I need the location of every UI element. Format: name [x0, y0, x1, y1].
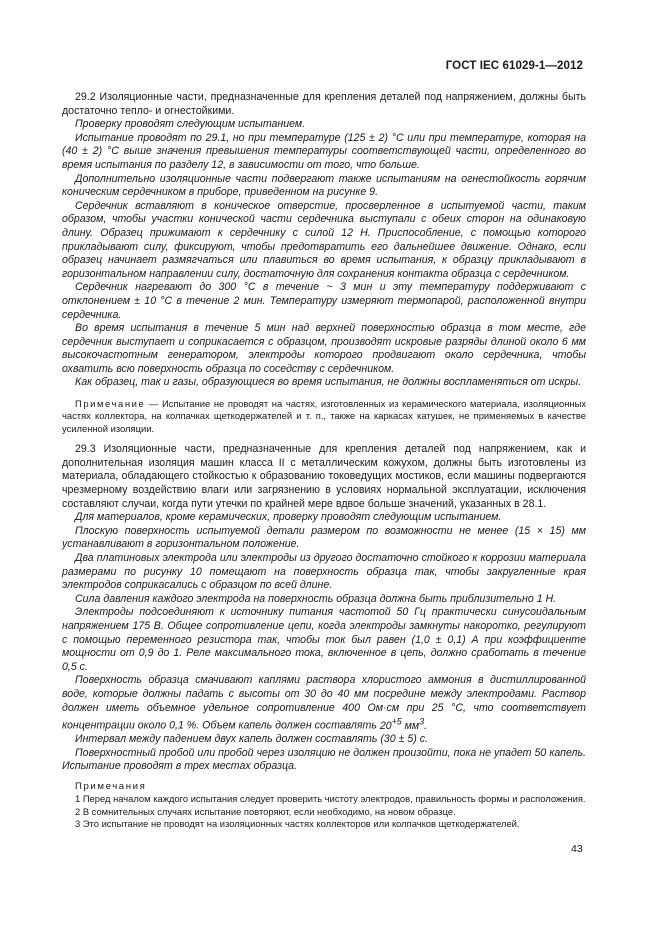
note-2: 2 В сомнительных случаях испытание повторяют, если необходимо, на новом образце. [75, 805, 456, 817]
document-id-header: ГОСТ IEC 61029-1—2012 [445, 60, 583, 72]
electrode-force: Сила давления каждого электрода на поверхность образца должна быть приблизительно 1 Н. [75, 592, 557, 605]
mandrel-heating: Сердечник нагревают до 300 °C в течение ~ 3 мин и эту температуру поддерживают с отклонением ± 10 °C в течение 2 мин. Температуру измеряют термопарой, расположенной внутри сердечника. [62, 281, 586, 321]
drop-volume: $20^{+5}$ $мм^3$. [379, 716, 428, 732]
breakdown-criterion: Поверхностный пробой или пробой через изоляцию не должен произойти, пока не упадет 50 капель. Испытание проводят в трех местах образца. [62, 746, 586, 773]
mandrel-insertion: Сердечник вставляют в коническое отверстие, просверленное в испытуемой части, таким образом, чтобы участки конической части сердечника выступали с обеих сторон на одинаковую длину. Образец прижимают к сердечнику с силой 12 Н. Приспособление, с помощью которого прикладывают силу, фиксируют, чтобы предотвратить его дальнейшее движение. Однако, если образец начинает размягчаться или плавиться во время испытания, к образцу прикладывают в горизонтальном направлении силу, достаточную для сохранения контакта образца с сердечником. [62, 199, 586, 280]
note-label: Примечание [75, 398, 146, 410]
solution-text: Поверхность образца смачивают каплями раствора хлористого аммония в дистиллированной воде, которые должны падать с высоты от 30 до 40 мм посредине между электродами. Раствор должен иметь объемное удельное сопротивление 400 Ом·см при 25 °C, что соответствует концентрации около 0,1 %. Объем капель должен составлять [62, 674, 586, 732]
tracking-test-intro: Для материалов, кроме керамических, проверку проводят следующим испытанием. [75, 511, 502, 524]
page-number: 43 [571, 843, 583, 855]
note-ceramic [62, 398, 586, 435]
clause-29-2: 29.2 Изоляционные части, предназначенные для крепления деталей под напряжением, должны быть достаточно тепло- и огнестойкими. [62, 91, 586, 117]
specimen-surface: Плоскую поверхность испытуемой детали размером по возможности не менее (15 × 15) мм устанавливают в горизонтальном положение. [62, 524, 586, 551]
hot-mandrel-test: Дополнительно изоляционные части подвергают также испытаниям на огнестойкость горячим коническим сердечником в приборе, приведенном на рисунке 9. [62, 172, 586, 199]
note-dash: — [148, 398, 159, 410]
no-ignition: Как образец, так и газы, образующиеся во время испытания, не должны воспламеняться от искры. [75, 376, 582, 389]
electrode-placement: Два платиновых электрода или электроды из другого достаточно стойкого к коррозии материала размерами по рисунку 10 помещают на поверхность образца так, чтобы закругленные края электродов соприкасались с образцом по всей длине. [62, 552, 586, 592]
solution-drops [62, 674, 586, 733]
test-conditions: Испытание проводят по 29.1, но при температуре (125 ± 2) °C или при температуре, которая на (40 ± 2) °C выше значения превышения температуры соответствующей части, определенного во время испытания по разделу 12, в зависимости от того, что больше. [62, 131, 586, 171]
notes-heading: Примечания [75, 781, 147, 793]
note-3: 3 Это испытание не проводят на изоляционных частях коллекторов или колпачков щеткодержателей. [75, 818, 520, 830]
spark-discharge: Во время испытания в течение 5 мин над верхней поверхностью образца в том месте, где сердечник выступает и соприкасается с образцом, производят искровые разряды длиной около 6 мм высокочастотным генератором, электроды которого продвигают около сердечника, чтобы охватить всю поверхность образца по соседству с сердечником. [62, 322, 586, 375]
test-intro: Проверку проводят следующим испытанием. [75, 118, 306, 131]
document-body [62, 91, 586, 831]
note-1: 1 Перед началом каждого испытания следует проверить чистоту электродов, правильность формы и расположения. [75, 793, 586, 805]
note-text: Испытание не проводят на частях, изготовленных из керамического материала, изоляционных частях коллектора, на колпачках щеткодержателей и т. п., также на каркасах катушек, не применяемых в качестве усиленной изоляции. [62, 398, 587, 434]
power-supply: Электроды подсоединяют к источнику питания частотой 50 Гц практически синусоидальным напряжением 175 В. Общее сопротивление цепи, когда электроды замкнуты накоротко, регулируют с помощью переменного резистора так, чтобы ток был равен (1,0 ± 0,1) А при коэффициенте мощности от 0,9 до 1. Реле максимального тока, включенное в цепь, должно сработать в течение 0,5 с. [62, 606, 586, 673]
drop-interval: Интервал между падением двух капель должен составлять (30 ± 5) с. [75, 733, 428, 746]
clause-29-3: 29.3 Изоляционные части, предназначенные для крепления деталей под напряжением, как и дополнительная изоляция машин класса II с металлическим кожухом, должны быть изготовлены из материала, обладающего стойкостью к образованию токоведущих мостиков, если машины подвергаются чрезмерному воздействию влаги или загрязнению в условиях нормальной эксплуатации, исключения составляют случаи, когда пути утечки по крайней мере вдвое больше значений, указанных в 28.1. [62, 443, 586, 510]
